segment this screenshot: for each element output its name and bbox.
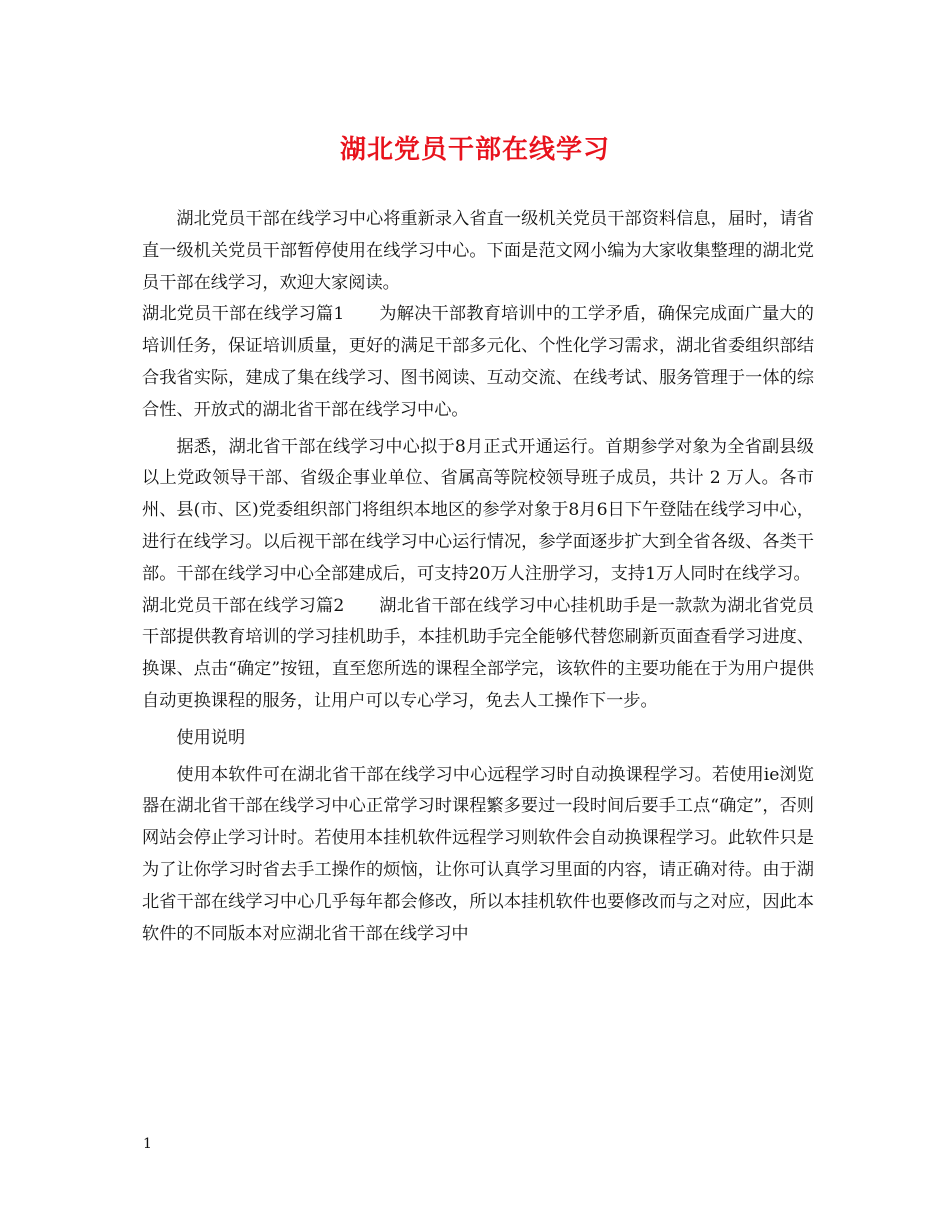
usage-paragraph: 使用本软件可在湖北省干部在线学习中心远程学习时自动换课程学习。若使用ie浏览器在湖北省干部在线学习中心正常学习时课程繁多要过一段时间后要手工点“确定”，否则网站会停止学习计时。若使用本挂机软件远程学习则软件会自动换课程学习。此软件只是为了让你学习时省去手工操作的烦恼，让你可认真学习里面的内容，请正确对待。由于湖北省干部在线学习中心几乎每年都会修改，所以本挂机软件也要修改而与之对应，因此本软件的不同版本对应湖北省干部在线学习中 bbox=[142, 764, 814, 944]
document-title: 湖北党员干部在线学习 bbox=[339, 135, 610, 165]
article-1-paragraph: 湖北党员干部在线学习篇1 为解决干部教育培训中的工学矛盾，确保完成面广量大的培训任务，保证培训质量，更好的满足干部多元化、个性化学习需求，湖北省委组织部结合我省实际，建成了集在线学习、图书阅读、互动交流、在线考试、服务管理于一体的综合性、开放式的湖北省干部在线学习中心。 bbox=[142, 304, 814, 420]
document-body bbox=[142, 204, 814, 950]
intro-paragraph: 湖北党员干部在线学习中心将重新录入省直一级机关党员干部资料信息，届时，请省直一级机关党员干部暂停使用在线学习中心。下面是范文网小编为大家收集整理的湖北党员干部在线学习，欢迎大家阅读。 bbox=[142, 209, 814, 293]
usage-heading: 使用说明 bbox=[176, 727, 246, 748]
article-2-paragraph: 湖北党员干部在线学习篇2 湖北省干部在线学习中心挂机助手是一款款为湖北省党员干部提供教育培训的学习挂机助手，本挂机助手完全能够代替您刷新页面查看学习进度、换课、点击“确定”按钮，直至您所选的课程全部学完，该软件的主要功能在于为用户提供自动更换课程的服务，让用户可以专心学习，免去人工操作下一步。 bbox=[142, 595, 814, 711]
page-number: 1 bbox=[143, 1136, 152, 1152]
article-1-details-paragraph: 据悉，湖北省干部在线学习中心拟于8月正式开通运行。首期参学对象为全省副县级以上党政领导干部、省级企事业单位、省属高等院校领导班子成员，共计 2 万人。各市州、县(市、区)党委组织部门将组织本地区的参学对象于8月6日下午登陆在线学习中心，进行在线学习。以后视干部在线学习中心运行情况，参学面逐步扩大到全省各级、各类干部。干部在线学习中心全部建成后，可支持20万人注册学习，支持1万人同时在线学习。 bbox=[142, 436, 814, 584]
